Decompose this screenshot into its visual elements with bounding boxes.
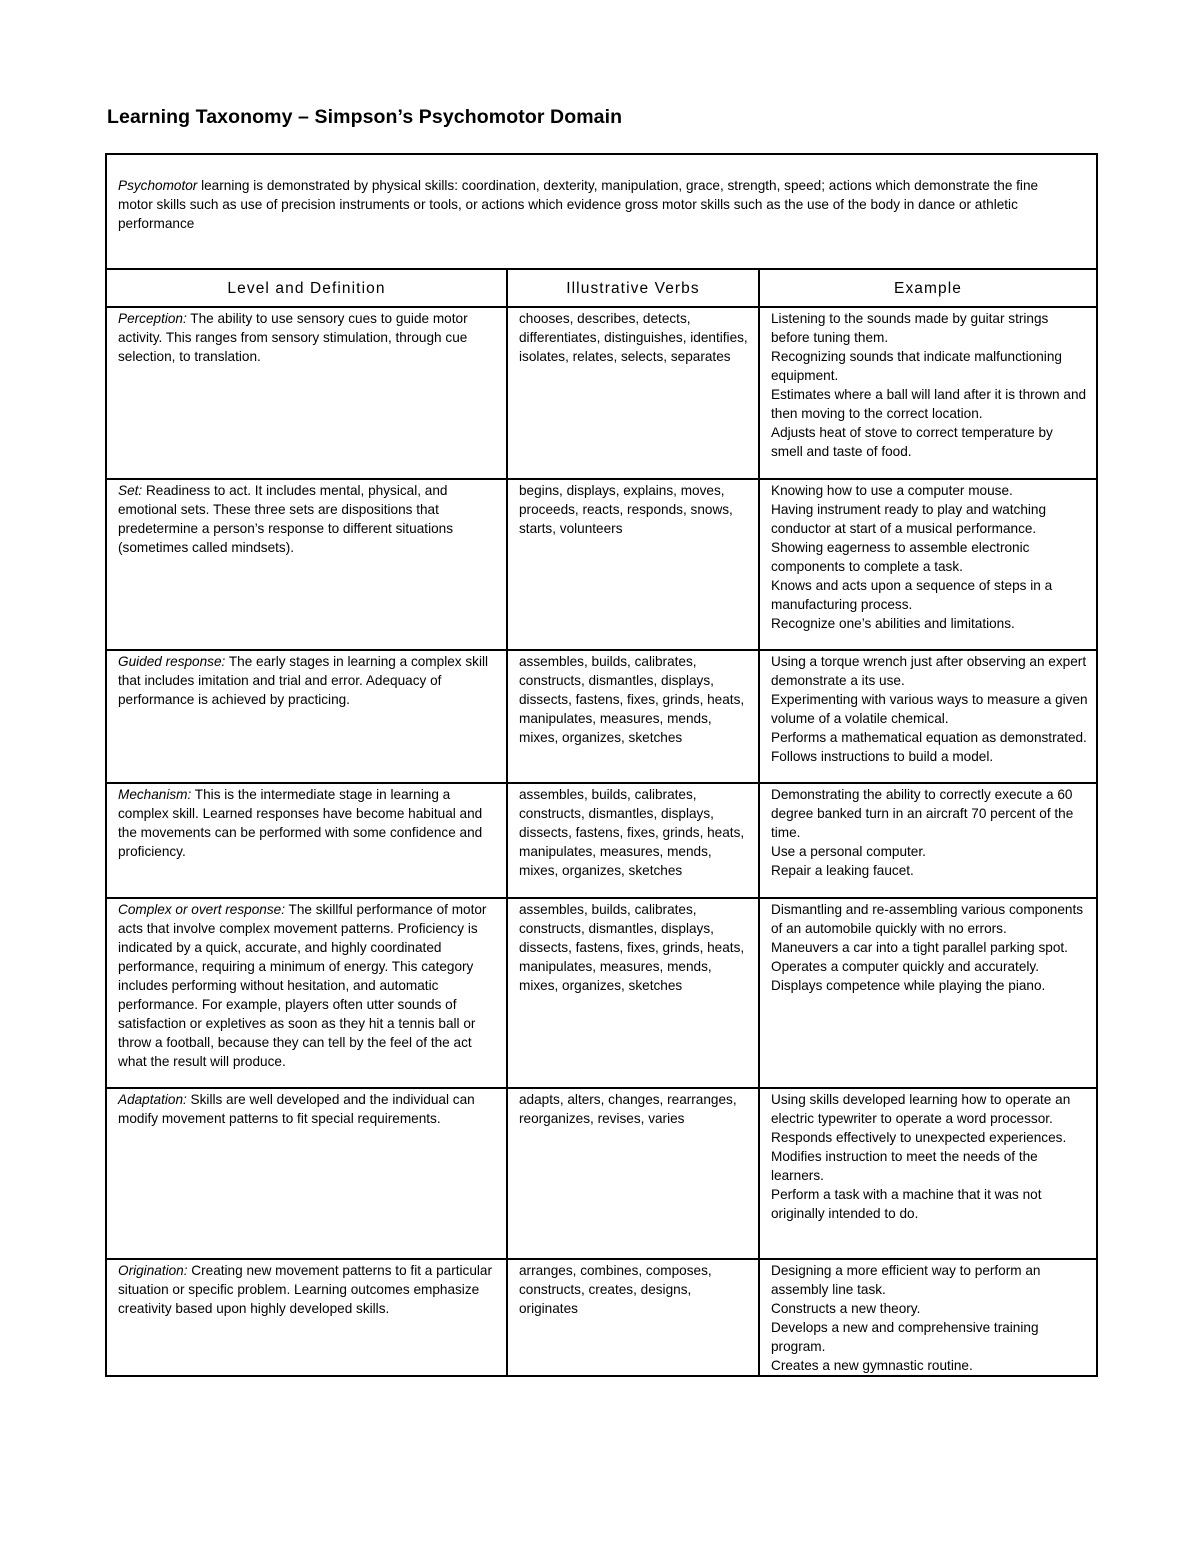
example-item: Using skills developed learning how to operate an electric typewriter to operate a word processor. — [771, 1092, 1071, 1126]
header-illustrative-verbs: Illustrative Verbs — [507, 269, 759, 307]
example-item: Modifies instruction to meet the needs of the learners. — [771, 1149, 1038, 1183]
definition-cell — [106, 898, 507, 1088]
example-item: Displays competence while playing the piano. — [771, 978, 1046, 993]
example-item: Repair a leaking faucet. — [771, 863, 914, 878]
example-item: Having instrument ready to play and watching conductor at start of a musical performance. — [771, 502, 1047, 536]
table-row — [106, 650, 1097, 783]
example-item: Operates a computer quickly and accurately. — [771, 959, 1039, 974]
verbs-cell: adapts, alters, changes, rearranges, reorganizes, revises, varies — [507, 1088, 759, 1259]
examples-cell — [759, 1088, 1097, 1259]
header-example: Example — [759, 269, 1097, 307]
level-definition: The skillful performance of motor acts that involve complex movement patterns. Proficiency is indicated by a quick, accurate, and highly coordinated performance, requiring a minimum of energy. This category includes performing without hesitation, and automatic performance. For example, players often utter sounds of satisfaction or expletives as soon as they hit a tennis ball or throw a football, because they can tell by the feel of the act what the result will produce. — [118, 902, 487, 1069]
examples-cell — [759, 783, 1097, 898]
verbs-cell: assembles, builds, calibrates, constructs, dismantles, displays, dissects, fastens, fixes, grinds, heats, manipulates, measures, mends, mixes, organizes, sketches — [507, 898, 759, 1088]
level-definition: The early stages in learning a complex skill that includes imitation and trial and error. Adequacy of performance is achieved by practicing. — [118, 654, 489, 707]
example-item: Using a torque wrench just after observing an expert demonstrate a its use. — [771, 654, 1087, 688]
table-row — [106, 898, 1097, 1088]
table-row — [106, 783, 1097, 898]
definition-cell — [106, 1088, 507, 1259]
example-item: Dismantling and re-assembling various components of an automobile quickly with no errors. — [771, 902, 1084, 936]
level-term: Adaptation: — [118, 1092, 187, 1107]
table-row — [106, 1088, 1097, 1259]
level-term: Set: — [118, 483, 143, 498]
example-item: Demonstrating the ability to correctly execute a 60 degree banked turn in an aircraft 70 percent of the time. — [771, 787, 1074, 840]
definition-cell — [106, 1259, 507, 1376]
header-level-definition: Level and Definition — [106, 269, 507, 307]
example-item: Creates a new gymnastic routine. — [771, 1358, 973, 1373]
level-term: Perception: — [118, 311, 187, 326]
examples-cell — [759, 1259, 1097, 1376]
intro-text: learning is demonstrated by physical skills: coordination, dexterity, manipulation, grace, strength, speed; actions which demonstrate the fine motor skills such as use of precision instruments or tools, or actions which evidence gross motor skills such as the use of the body in dance or athletic performance — [118, 178, 1039, 231]
examples-cell — [759, 479, 1097, 650]
example-item: Use a personal computer. — [771, 844, 926, 859]
level-term: Mechanism: — [118, 787, 192, 802]
level-term: Origination: — [118, 1263, 188, 1278]
example-item: Follows instructions to build a model. — [771, 749, 994, 764]
page-title: Learning Taxonomy – Simpson’s Psychomotor Domain — [107, 106, 623, 128]
examples-cell — [759, 898, 1097, 1088]
examples-cell — [759, 650, 1097, 783]
level-definition: Skills are well developed and the individual can modify movement patterns to fit special requirements. — [118, 1092, 475, 1126]
intro-term: Psychomotor — [118, 178, 198, 193]
example-item: Designing a more efficient way to perform an assembly line task. — [771, 1263, 1041, 1297]
example-item: Recognizing sounds that indicate malfunctioning equipment. — [771, 349, 1062, 383]
example-item: Knows and acts upon a sequence of steps in a manufacturing process. — [771, 578, 1053, 612]
definition-cell — [106, 307, 507, 479]
table-row — [106, 479, 1097, 650]
example-item: Perform a task with a machine that it was not originally intended to do. — [771, 1187, 1042, 1221]
taxonomy-table — [105, 153, 1098, 1377]
level-definition: The ability to use sensory cues to guide motor activity. This ranges from sensory stimulation, through cue selection, to translation. — [118, 311, 468, 364]
definition-cell — [106, 783, 507, 898]
example-item: Knowing how to use a computer mouse. — [771, 483, 1013, 498]
verbs-cell: begins, displays, explains, moves, proceeds, reacts, responds, snows, starts, volunteers — [507, 479, 759, 650]
level-definition: Creating new movement patterns to fit a particular situation or specific problem. Learning outcomes emphasize creativity based upon highly developed skills. — [118, 1263, 493, 1316]
example-item: Performs a mathematical equation as demonstrated. — [771, 730, 1087, 745]
example-item: Constructs a new theory. — [771, 1301, 921, 1316]
table-row — [106, 1259, 1097, 1376]
verbs-cell: chooses, describes, detects, differentiates, distinguishes, identifies, isolates, relates, selects, separates — [507, 307, 759, 479]
level-definition: Readiness to act. It includes mental, physical, and emotional sets. These three sets are dispositions that predetermine a person’s response to different situations (sometimes called mindsets). — [118, 483, 454, 555]
intro-cell — [106, 154, 1097, 269]
level-definition: This is the intermediate stage in learning a complex skill. Learned responses have become habitual and the movements can be performed with some confidence and proficiency. — [118, 787, 483, 859]
level-term: Complex or overt response: — [118, 902, 285, 917]
example-item: Showing eagerness to assemble electronic components to complete a task. — [771, 540, 1030, 574]
level-term: Guided response: — [118, 654, 226, 669]
example-item: Maneuvers a car into a tight parallel parking spot. — [771, 940, 1068, 955]
definition-cell — [106, 650, 507, 783]
example-item: Adjusts heat of stove to correct temperature by smell and taste of food. — [771, 425, 1053, 459]
example-item: Listening to the sounds made by guitar strings before tuning them. — [771, 311, 1049, 345]
verbs-cell: assembles, builds, calibrates, constructs, dismantles, displays, dissects, fastens, fixes, grinds, heats, manipulates, measures, mends, mixes, organizes, sketches — [507, 650, 759, 783]
example-item: Experimenting with various ways to measure a given volume of a volatile chemical. — [771, 692, 1088, 726]
example-item: Develops a new and comprehensive training program. — [771, 1320, 1039, 1354]
verbs-cell: assembles, builds, calibrates, constructs, dismantles, displays, dissects, fastens, fixes, grinds, heats, manipulates, measures, mends, mixes, organizes, sketches — [507, 783, 759, 898]
intro-row — [106, 154, 1097, 269]
example-item: Recognize one’s abilities and limitations. — [771, 616, 1015, 631]
definition-cell — [106, 479, 507, 650]
example-item: Responds effectively to unexpected experiences. — [771, 1130, 1067, 1145]
verbs-cell: arranges, combines, composes, constructs, creates, designs, originates — [507, 1259, 759, 1376]
table-row — [106, 307, 1097, 479]
header-row — [106, 269, 1097, 307]
example-item: Estimates where a ball will land after it is thrown and then moving to the correct location. — [771, 387, 1087, 421]
examples-cell — [759, 307, 1097, 479]
